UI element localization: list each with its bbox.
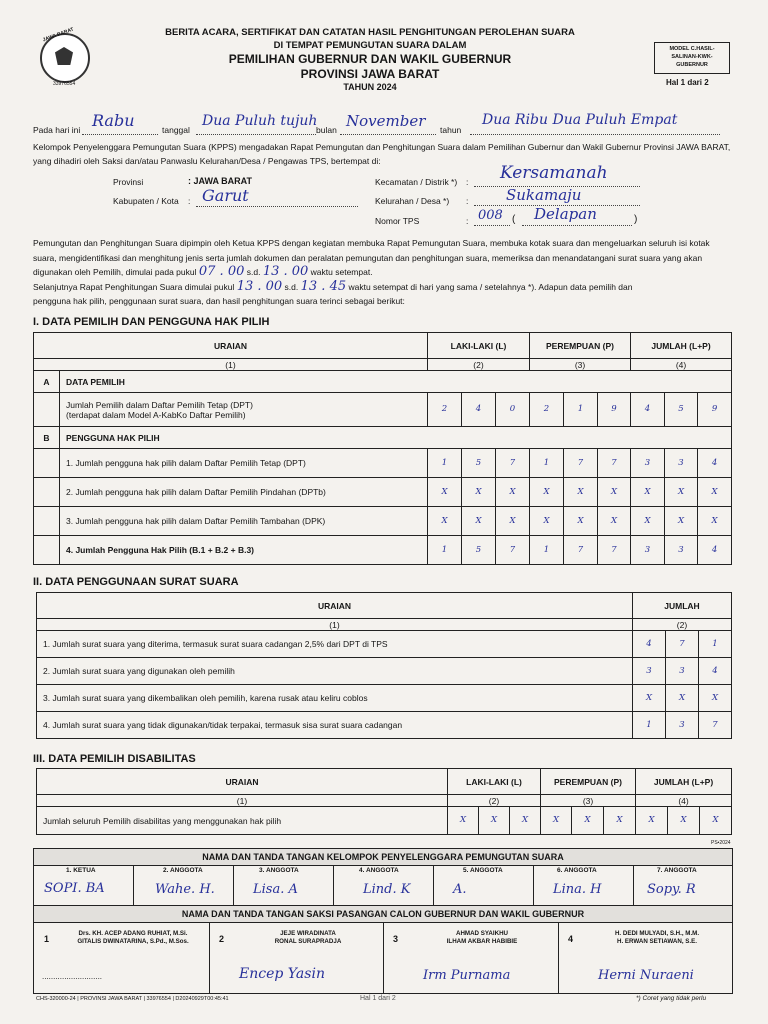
digit-cell: 7 (598, 536, 631, 565)
digit-cell: X (699, 685, 732, 712)
saksi-signature: Encep Yasin (239, 966, 325, 982)
col-number: (1) (34, 359, 428, 371)
footer-left: CHS-320000-24 | PROVINSI JAWA BARAT | 33976554 | D20240929T00:45:41 (36, 996, 229, 1002)
col-number: (2) (428, 359, 530, 371)
col-number: (3) (541, 795, 636, 807)
row-label-b: B (34, 427, 60, 449)
digit-cell: 3 (665, 449, 698, 478)
col-uraian: URAIAN (34, 333, 428, 359)
digit-cell: X (631, 507, 665, 536)
digit-cell: 1 (428, 536, 462, 565)
digit-cell: X (668, 807, 700, 835)
col-number: (4) (636, 795, 732, 807)
saksi-names (235, 930, 381, 946)
digit-cell: 7 (564, 536, 598, 565)
digit-cell: X (700, 807, 732, 835)
digit-cell: X (428, 507, 462, 536)
digit-cell: X (541, 807, 572, 835)
kpps-title: NAMA DAN TANDA TANGAN KELOMPOK PENYELENGGARA PEMUNGUTAN SUARA (34, 849, 732, 866)
digit-cell: 9 (598, 393, 631, 427)
time1-end: 13 . 00 (262, 264, 309, 279)
label-kecamatan: Kecamatan / Distrik *) (375, 177, 458, 187)
saksi-name: H. DEDI MULYADI, S.H., M.M. (614, 930, 700, 937)
digit-cell: 9 (698, 393, 732, 427)
saksi-number: 2 (219, 934, 225, 944)
row-dpt-line2: (terdapat dalam Model A-KabKo Daftar Pemilih) (66, 409, 246, 420)
digit-cell: 3 (631, 449, 665, 478)
digit-cell: 3 (666, 712, 699, 739)
saksi-name: GITALIS DWINATARINA, S.Pd., M.Sos. (77, 938, 189, 945)
col-number: (1) (37, 619, 633, 631)
col-jumlah: JUMLAH (633, 593, 732, 619)
digit-cell: X (631, 478, 665, 507)
digit-cell: X (633, 685, 666, 712)
saksi-name: RONAL SURAPRADJA (274, 938, 342, 945)
label-year: tahun (440, 125, 462, 135)
digit-cell: 3 (633, 658, 666, 685)
digit-cell: X (428, 478, 462, 507)
saksi-signature: Herni Nuraeni (598, 968, 694, 983)
saksi-item (558, 922, 732, 993)
kpps-row (34, 865, 732, 905)
value-kabupaten: Garut (202, 186, 249, 205)
label-day: Pada hari ini (33, 125, 81, 135)
procedure-p2-suffix: waktu setempat di hari yang sama / setelahnya *). Adapun data pemilih dan (348, 281, 633, 292)
row-disabilitas: Jumlah seluruh Pemilih disabilitas yang menggunakan hak pilih (37, 807, 448, 835)
kpps-signature: Lina. H (553, 882, 602, 897)
value-tps-words: Delapan (534, 205, 597, 223)
logo-number: 33976554 (53, 81, 76, 87)
saksi-signature: Irm Purnama (423, 968, 511, 983)
digit-cell: 1 (564, 393, 598, 427)
digit-cell: 3 (665, 536, 698, 565)
col-laki: LAKI-LAKI (L) (448, 769, 541, 795)
kpps-role: 2. ANGGOTA (163, 867, 203, 874)
kpps-signature: A. (453, 882, 467, 897)
digit-cell: X (698, 478, 732, 507)
model-line: SALINAN-KWK- (671, 54, 713, 60)
digit-cell: 4 (698, 536, 732, 565)
model-line: GUBERNUR (676, 62, 708, 68)
label-month: bulan (316, 125, 337, 135)
digit-cell: 1 (633, 712, 666, 739)
saksi-number: 3 (393, 934, 399, 944)
digit-cell: X (666, 685, 699, 712)
digit-cell: X (462, 478, 496, 507)
procedure-text (33, 236, 733, 309)
row-dpt (60, 393, 428, 427)
col-perempuan: PEREMPUAN (P) (541, 769, 636, 795)
digit-cell: X (604, 807, 636, 835)
kpps-role: 6. ANGGOTA (557, 867, 597, 874)
section-3-title: III. DATA PEMILIH DISABILITAS (33, 753, 196, 765)
digit-cell: 4 (699, 658, 732, 685)
digit-cell: 0 (496, 393, 530, 427)
value-month: November (346, 112, 426, 130)
saksi-item (209, 922, 384, 993)
row-dpt-line1: Jumlah Pemilih dalam Daftar Pemilih Tetap (DPT) (66, 399, 253, 410)
saksi-names (584, 930, 730, 946)
digit-cell: X (510, 807, 541, 835)
digit-cell: 4 (698, 449, 732, 478)
saksi-name: H. ERWAN SETIAWAN, S.E. (617, 938, 697, 945)
kpps-member (633, 865, 732, 905)
digit-cell: 2 (428, 393, 462, 427)
procedure-p1: Pemungutan dan Penghitungan Suara dipimpin oleh Ketua KPPS dengan kegiatan membuka Rapat Pemungutan Suara, membuka kotak suara dan mengeluarkan seluruh isi kotak suara, mengidentifikasi dan menghitung jenis serta jumlah dokumen dan peralatan pemungutan dan penghitungan suara, memeriksa dan menandatangani surat suara yang akan digunakan oleh Pemilih, dimulai pada pukul (33, 238, 710, 277)
header-line-2: DI TEMPAT PEMUNGUTAN SUARA DALAM (273, 40, 467, 51)
digit-cell: 1 (428, 449, 462, 478)
digit-cell: X (462, 507, 496, 536)
row-b2: 2. Jumlah pengguna hak pilih dalam Daftar Pemilih Pindahan (DPTb) (60, 478, 428, 507)
kpps-role: 3. ANGGOTA (259, 867, 299, 874)
digit-cell: X (698, 507, 732, 536)
col-uraian: URAIAN (37, 769, 448, 795)
digit-cell: 7 (666, 631, 699, 658)
value-day: Rabu (92, 111, 135, 130)
saksi-name: AHMAD SYAIKHU (455, 930, 509, 937)
digit-cell: 2 (530, 393, 564, 427)
label-date: tanggal (162, 125, 190, 135)
col-number: (2) (448, 795, 541, 807)
row-ss-digunakan: 2. Jumlah surat suara yang digunakan oleh pemilih (37, 658, 633, 685)
digit-cell: 4 (633, 631, 666, 658)
value-provinsi: : JAWA BARAT (188, 176, 252, 186)
time2-start: 13 . 00 (236, 278, 283, 294)
signature-block (33, 848, 733, 994)
row-b1: 1. Jumlah pengguna hak pilih dalam Daftar Pemilih Tetap (DPT) (60, 449, 428, 478)
digit-cell: 7 (496, 536, 530, 565)
value-kelurahan: Sukamaju (506, 186, 582, 204)
digit-cell: X (564, 478, 598, 507)
digit-cell: 7 (598, 449, 631, 478)
procedure-p3: pengguna hak pilih, penggunaan surat suara, dan hasil penghitungan suara terinci sebagai berikut: (33, 296, 405, 306)
header-line-1: BERITA ACARA, SERTIFIKAT DAN CATATAN HASIL PENGHITUNGAN PEROLEHAN SUARA (165, 27, 575, 38)
col-jumlah: JUMLAH (L+P) (631, 333, 732, 359)
value-year: Dua Ribu Dua Puluh Empat (482, 112, 678, 128)
digit-cell: X (598, 478, 631, 507)
small-code: PS•2024 (711, 840, 731, 846)
logo-caption: JAWA BARAT (41, 26, 75, 44)
label-kelurahan: Kelurahan / Desa *) (375, 196, 450, 206)
saksi-names (409, 930, 555, 946)
saksi-title: NAMA DAN TANDA TANGAN SAKSI PASANGAN CALON GUBERNUR DAN WAKIL GUBERNUR (34, 905, 732, 923)
digit-cell: 1 (530, 536, 564, 565)
value-kecamatan: Kersamanah (500, 163, 608, 183)
digit-cell: 3 (666, 658, 699, 685)
sd-text: s.d. (284, 281, 299, 292)
kpps-signature: Lind. K (363, 882, 411, 897)
kpps-role: 4. ANGGOTA (359, 867, 399, 874)
section-2-title: II. DATA PENGGUNAAN SURAT SUARA (33, 576, 239, 588)
kpps-role: 5. ANGGOTA (463, 867, 503, 874)
header-line-4: PROVINSI JAWA BARAT (300, 67, 440, 81)
digit-cell: 7 (496, 449, 530, 478)
col-perempuan: PEREMPUAN (P) (530, 333, 631, 359)
kpps-member (433, 865, 534, 905)
digit-cell: X (598, 507, 631, 536)
kpps-member (233, 865, 334, 905)
row-b4-total: 4. Jumlah Pengguna Hak Pilih (B.1 + B.2 + B.3) (60, 536, 428, 565)
kpps-signature: Sopy. R (647, 882, 696, 897)
kpps-member (533, 865, 634, 905)
digit-cell: 7 (564, 449, 598, 478)
col-number: (4) (631, 359, 732, 371)
digit-cell: X (564, 507, 598, 536)
digit-cell: 1 (699, 631, 732, 658)
col-uraian: URAIAN (37, 593, 633, 619)
kpps-role: 7. ANGGOTA (657, 867, 697, 874)
time2-end: 13 . 45 (300, 278, 347, 294)
digit-cell: X (636, 807, 668, 835)
time1-start: 07 . 00 (198, 264, 245, 279)
row-label-a: A (34, 371, 60, 393)
value-tps-number: 008 (478, 208, 503, 223)
digit-cell: 5 (665, 393, 698, 427)
procedure-p2: Selanjutnya Rapat Penghitungan Suara dimulai pukul (33, 281, 235, 292)
label-provinsi: Provinsi (113, 177, 144, 187)
sd-text: s.d. (246, 267, 261, 277)
digit-cell: X (665, 478, 698, 507)
label-tps: Nomor TPS (375, 216, 420, 226)
digit-cell: X (496, 478, 530, 507)
digit-cell: 7 (699, 712, 732, 739)
digit-cell: X (530, 478, 564, 507)
row-title-pengguna: PENGGUNA HAK PILIH (60, 427, 732, 449)
section-2-table (36, 592, 732, 739)
saksi-item (34, 922, 210, 993)
emblem-icon (55, 47, 73, 65)
header-line-5: TAHUN 2024 (343, 82, 397, 92)
saksi-name: JEJE WIRADINATA (280, 930, 336, 937)
col-number: (1) (37, 795, 448, 807)
saksi-row (34, 922, 732, 993)
footer-center: Hal 1 dari 2 (360, 995, 396, 1002)
saksi-signature: ........................... (42, 972, 103, 981)
kpps-role: 1. KETUA (66, 867, 96, 874)
digit-cell: X (530, 507, 564, 536)
time1-suffix: waktu setempat. (310, 267, 373, 277)
row-ss-dikembalikan: 3. Jumlah surat suara yang dikembalikan oleh pemilih, karena rusak atau keliru coblos (37, 685, 633, 712)
page-indicator: Hal 1 dari 2 (666, 78, 709, 87)
kpps-signature: Wahe. H. (155, 882, 215, 897)
model-box (654, 42, 730, 74)
saksi-name: ILHAM AKBAR HABIBIE (446, 938, 518, 945)
kpps-signature: SOPI. BA (44, 881, 105, 896)
saksi-item (383, 922, 559, 993)
header-line-3: PEMILIHAN GUBERNUR DAN WAKIL GUBERNUR (228, 52, 512, 66)
label-kabupaten: Kabupaten / Kota (113, 196, 179, 206)
kpps-signature: Lisa. A (253, 882, 298, 897)
section-1-title: I. DATA PEMILIH DAN PENGGUNA HAK PILIH (33, 316, 270, 328)
model-line: MODEL C.HASIL- (669, 46, 715, 52)
digit-cell: 5 (462, 536, 496, 565)
col-number: (2) (633, 619, 732, 631)
saksi-name: Drs. KH. ACEP ADANG RUHIAT, M.Si. (78, 930, 188, 937)
kpps-member (34, 865, 134, 905)
row-ss-diterima: 1. Jumlah surat suara yang diterima, termasuk surat suara cadangan 2,5% dari DPT di TPS (37, 631, 633, 658)
digit-cell: X (496, 507, 530, 536)
digit-cell: X (448, 807, 479, 835)
col-jumlah: JUMLAH (L+P) (636, 769, 732, 795)
col-laki: LAKI-LAKI (L) (428, 333, 530, 359)
col-number: (3) (530, 359, 631, 371)
value-date: Dua Puluh tujuh (202, 113, 318, 129)
saksi-number: 1 (44, 934, 50, 944)
saksi-number: 4 (568, 934, 574, 944)
section-1-table (33, 332, 732, 565)
digit-cell: 1 (530, 449, 564, 478)
digit-cell: 5 (462, 449, 496, 478)
digit-cell: X (665, 507, 698, 536)
digit-cell: X (479, 807, 510, 835)
row-b3: 3. Jumlah pengguna hak pilih dalam Daftar Pemilih Tambahan (DPK) (60, 507, 428, 536)
footer-right: *) Coret yang tidak perlu (636, 995, 707, 1002)
section-3-table (36, 768, 732, 835)
kpps-member (133, 865, 234, 905)
digit-cell: X (572, 807, 604, 835)
saksi-names (60, 930, 206, 946)
row-title-data-pemilih: DATA PEMILIH (60, 371, 732, 393)
intro-text: Kelompok Penyelenggara Pemungutan Suara (KPPS) mengadakan Rapat Pemungutan dan Penghitungan Suara dalam Pemilihan Gubernur dan Wakil Gubernur Provinsi JAWA BARAT, yang dihadiri oleh Saksi dan/atau Panwaslu Kelurahan/Desa / Pengawas TPS, bertempat di: (33, 142, 731, 166)
kpps-member (333, 865, 434, 905)
row-ss-sisa: 4. Jumlah surat suara yang tidak digunakan/tidak terpakai, termasuk sisa surat suara cadangan (37, 712, 633, 739)
digit-cell: 4 (631, 393, 665, 427)
digit-cell: 4 (462, 393, 496, 427)
digit-cell: 3 (631, 536, 665, 565)
